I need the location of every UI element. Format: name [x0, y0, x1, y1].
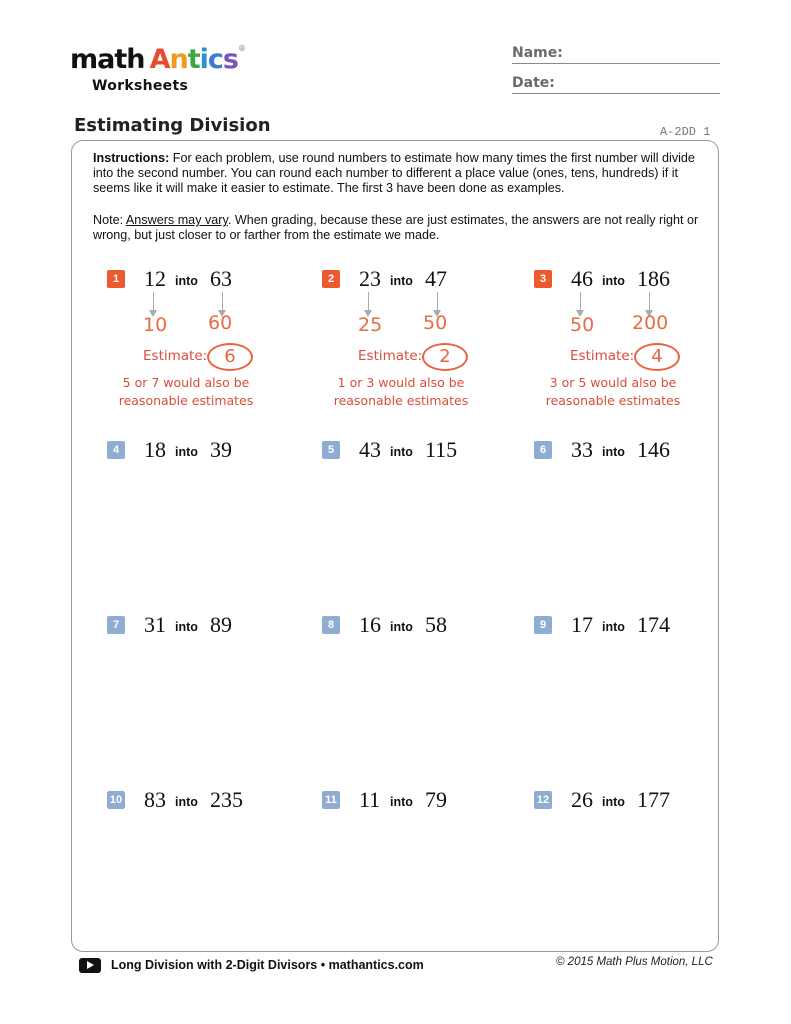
- note-text: . When grading, because these are just estimates, the answers are not really right or wrong, but just closer to or farther from the estimate we made.: [93, 213, 699, 242]
- problem-number-badge: 11: [322, 791, 340, 809]
- into-word: into: [175, 274, 198, 288]
- estimate-answer: 2: [422, 343, 468, 371]
- rounded-divisor: 25: [358, 314, 383, 336]
- arrow-down-icon: [437, 292, 438, 312]
- example-problem: [534, 266, 734, 296]
- logo-letter: n: [169, 44, 188, 75]
- problem-number-badge: 1: [107, 270, 125, 288]
- into-word: into: [390, 620, 413, 634]
- divisor: 11: [359, 787, 381, 812]
- problem-number-badge: 3: [534, 270, 552, 288]
- rounded-divisor: 50: [570, 314, 595, 336]
- example-problem: [322, 266, 522, 296]
- date-field[interactable]: Date:: [512, 75, 720, 94]
- problem: [534, 437, 734, 467]
- note-underlined: Answers may vary: [125, 213, 228, 227]
- worksheet-frame: [71, 140, 719, 952]
- instructions-text: For each problem, use round numbers to estimate how many times the first number will divide into the second number. You can round each number to different a place value (ones, tens, hundreds) if it seems like it will make it easier to estimate. The first 3 have been done as examples.: [93, 151, 695, 195]
- divisor: 43: [359, 437, 381, 462]
- into-word: into: [175, 795, 198, 809]
- divisor: 83: [144, 787, 166, 812]
- dividend: 39: [210, 437, 232, 462]
- logo-letter: s: [222, 44, 238, 75]
- alt-estimates-line1: 1 or 3 would also be: [337, 375, 465, 390]
- divisor: 33: [571, 437, 593, 462]
- problem: [534, 787, 734, 817]
- logo-letter: c: [207, 44, 223, 75]
- dividend: 63: [210, 266, 232, 291]
- worksheet-code: A-2DD 1: [660, 125, 711, 139]
- estimate-answer: 6: [207, 343, 253, 371]
- logo-letter: t: [187, 44, 200, 75]
- footer-video-link[interactable]: Long Division with 2-Digit Divisors • mathantics.com: [111, 958, 424, 972]
- dividend: 146: [637, 437, 670, 462]
- problem-number-badge: 5: [322, 441, 340, 459]
- page-title: Estimating Division: [74, 115, 271, 136]
- problem: [322, 437, 522, 467]
- dividend: 58: [425, 612, 447, 637]
- estimate-label: Estimate:: [570, 348, 635, 364]
- example-problem: [107, 266, 307, 296]
- alt-estimates-line1: 5 or 7 would also be: [122, 375, 250, 390]
- divisor: 16: [359, 612, 381, 637]
- divisor: 12: [144, 266, 166, 291]
- logo-letter: A: [149, 44, 170, 75]
- math-antics-logo: [70, 44, 246, 94]
- divisor: 31: [144, 612, 166, 637]
- problem: [534, 612, 734, 642]
- problem-number-badge: 6: [534, 441, 552, 459]
- into-word: into: [390, 445, 413, 459]
- divisor: 23: [359, 266, 381, 291]
- registered-mark: ®: [238, 44, 246, 53]
- rounded-divisor: 10: [143, 314, 168, 336]
- arrow-down-icon: [649, 292, 650, 312]
- logo-antics: [149, 44, 238, 75]
- divisor: 46: [571, 266, 593, 291]
- play-icon[interactable]: [79, 958, 101, 973]
- alt-estimates-line2: reasonable estimates: [118, 393, 254, 408]
- logo-worksheets: Worksheets: [92, 78, 189, 94]
- problem: [107, 787, 307, 817]
- dividend: 115: [425, 437, 458, 462]
- alt-estimates-line2: reasonable estimates: [333, 393, 469, 408]
- rounded-dividend: 200: [632, 312, 669, 334]
- problem: [107, 612, 307, 642]
- estimate-answer: 4: [634, 343, 680, 371]
- problem: [322, 787, 522, 817]
- dividend: 174: [637, 612, 670, 637]
- problem-number-badge: 10: [107, 791, 125, 809]
- divisor: 17: [571, 612, 593, 637]
- estimate-label: Estimate:: [358, 348, 423, 364]
- dividend: 89: [210, 612, 232, 637]
- arrow-down-icon: [580, 292, 581, 312]
- arrow-down-icon: [222, 292, 223, 312]
- instructions: [93, 151, 703, 196]
- note-prefix: Note:: [93, 213, 126, 227]
- problem-number-badge: 7: [107, 616, 125, 634]
- problem: [107, 437, 307, 467]
- problem-number-badge: 4: [107, 441, 125, 459]
- estimate-label: Estimate:: [143, 348, 208, 364]
- instructions-label: Instructions:: [93, 151, 170, 165]
- arrow-down-icon: [153, 292, 154, 312]
- problem-number-badge: 8: [322, 616, 340, 634]
- note: [93, 213, 703, 243]
- rounded-dividend: 60: [208, 312, 233, 334]
- into-word: into: [390, 274, 413, 288]
- dividend: 47: [425, 266, 447, 291]
- dividend: 186: [637, 266, 670, 291]
- problem-number-badge: 12: [534, 791, 552, 809]
- logo-letter: i: [199, 44, 208, 75]
- problem-number-badge: 2: [322, 270, 340, 288]
- into-word: into: [175, 620, 198, 634]
- divisor: 18: [144, 437, 166, 462]
- problem-number-badge: 9: [534, 616, 552, 634]
- alt-estimates-line1: 3 or 5 would also be: [549, 375, 677, 390]
- logo-math: math: [70, 44, 145, 75]
- dividend: 235: [210, 787, 243, 812]
- name-field[interactable]: Name:: [512, 45, 720, 64]
- into-word: into: [602, 445, 625, 459]
- divisor: 26: [571, 787, 593, 812]
- alt-estimates-line2: reasonable estimates: [545, 393, 681, 408]
- into-word: into: [390, 795, 413, 809]
- problem: [322, 612, 522, 642]
- dividend: 177: [637, 787, 670, 812]
- arrow-down-icon: [368, 292, 369, 312]
- into-word: into: [602, 620, 625, 634]
- into-word: into: [175, 445, 198, 459]
- rounded-dividend: 50: [423, 312, 448, 334]
- into-word: into: [602, 274, 625, 288]
- copyright: © 2015 Math Plus Motion, LLC: [556, 956, 713, 968]
- dividend: 79: [425, 787, 447, 812]
- into-word: into: [602, 795, 625, 809]
